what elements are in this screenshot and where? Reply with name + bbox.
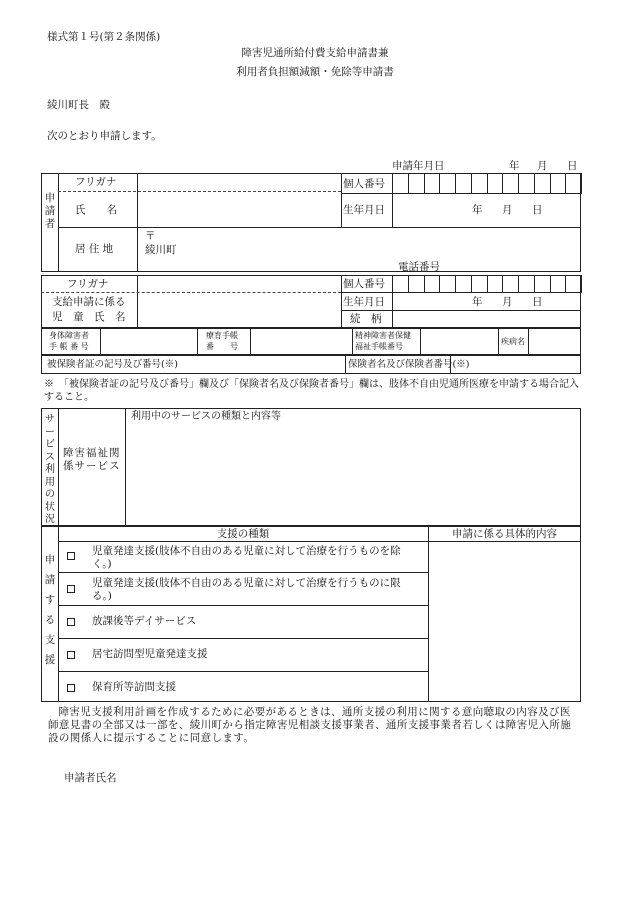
support-item-label-3: 放課後等デイサービス xyxy=(92,615,197,627)
addressee: 綾川町長 殿 xyxy=(47,99,110,111)
insurer-field[interactable] xyxy=(452,357,579,372)
service-contents-field[interactable] xyxy=(127,424,579,524)
form-title-line2: 利用者負担額減額・免除等申請書 xyxy=(236,66,394,78)
support-item-checkbox-1[interactable] xyxy=(67,552,75,560)
mental-cert-label-line1: 精神障害者保健 xyxy=(355,331,411,340)
applicant-name-field[interactable] xyxy=(139,194,339,225)
physical-cert-number-field[interactable] xyxy=(102,330,195,353)
child-relationship-field[interactable] xyxy=(394,312,579,326)
child-individual-number-digit-cell[interactable] xyxy=(408,275,425,293)
signature-field[interactable] xyxy=(130,768,430,788)
date-label: 申請年月日 xyxy=(392,160,445,172)
child-birth-day: 日 xyxy=(532,296,543,308)
form-number: 様式第１号(第２条関係) xyxy=(47,31,161,43)
child-birth-year: 年 xyxy=(472,296,483,308)
date-year: 年 xyxy=(509,160,520,172)
support-details-header: 申請に係る具体的内容 xyxy=(452,528,557,540)
physical-cert-label-line1: 身体障害者 xyxy=(49,331,89,340)
applicant-name-label: 氏 名 xyxy=(75,204,117,216)
applicant-individual-number-digit-cell[interactable] xyxy=(455,173,472,194)
applicant-furigana-label: フリガナ xyxy=(75,176,117,188)
applicant-individual-number-digit-cell[interactable] xyxy=(439,173,456,194)
support-item-label-5: 保育所等訪問支援 xyxy=(92,681,176,693)
date-day: 日 xyxy=(567,160,578,172)
child-individual-number-digit-cell[interactable] xyxy=(487,275,504,293)
child-individual-number-label: 個人番号 xyxy=(343,278,385,290)
support-side-label: 申請する支援 xyxy=(44,554,56,666)
applicant-address-town: 綾川町 xyxy=(145,244,177,256)
applicant-individual-number-digit-cell[interactable] xyxy=(471,173,488,194)
child-individual-number-digit-cell[interactable] xyxy=(424,275,441,293)
applicant-address-label: 居 住 地 xyxy=(75,243,114,255)
applicant-individual-number-digit-cell[interactable] xyxy=(424,173,441,194)
child-relationship-label: 続 柄 xyxy=(350,313,382,325)
applicant-individual-number-label: 個人番号 xyxy=(343,178,385,190)
child-individual-number-digit-cell[interactable] xyxy=(439,275,456,293)
service-status-side-label: サービス利用の状況 xyxy=(45,414,55,525)
child-individual-number-digit-cell[interactable] xyxy=(550,275,567,293)
child-individual-number-digit-cell[interactable] xyxy=(455,275,472,293)
child-birth-date-label: 生年月日 xyxy=(343,296,385,308)
applicant-address-field[interactable] xyxy=(195,229,395,257)
child-individual-number-digit-cell[interactable] xyxy=(565,275,582,293)
support-type-header: 支援の種類 xyxy=(216,528,270,540)
insured-field[interactable] xyxy=(230,357,343,372)
insurance-note: ※ 「被保険者証の記号及び番号」欄及び「保険者名及び保険者番号」欄は、肢体不自由児通所医療を申請する場合記入すること。 xyxy=(44,379,579,403)
support-details-field[interactable] xyxy=(430,543,579,700)
child-individual-number-digit-cell[interactable] xyxy=(518,275,535,293)
support-item-label-1-line1: 児童発達支援(肢体不自由のある児童に対して治療を行うものを除 xyxy=(92,545,401,557)
support-item-label-1-line2: く。) xyxy=(92,558,112,570)
child-furigana-field[interactable] xyxy=(139,277,339,291)
insured-label: 被保険者証の記号及び番号(※) xyxy=(47,359,178,370)
service-status-row-label: 障害福祉関係サービス xyxy=(63,447,121,472)
applicant-birth-month: 月 xyxy=(502,204,513,216)
applicant-birth-day: 日 xyxy=(532,204,543,216)
support-item-label-2-line1: 児童発達支援(肢体不自由のある児童に対して治療を行うものに限 xyxy=(92,577,401,589)
child-name-label-line1: 支給申請に係る xyxy=(52,296,126,308)
applicant-individual-number-digit-cell[interactable] xyxy=(502,173,519,194)
child-individual-number-digit-cell[interactable] xyxy=(392,275,409,293)
applicant-individual-number-digit-cell[interactable] xyxy=(550,173,567,194)
signature-label: 申請者氏名 xyxy=(64,772,117,784)
support-item-checkbox-4[interactable] xyxy=(67,651,75,659)
support-item-label-4: 居宅訪問型児童発達支援 xyxy=(92,648,208,660)
mental-cert-number-field[interactable] xyxy=(422,330,496,353)
rehab-cert-number-field[interactable] xyxy=(252,330,350,353)
support-item-checkbox-3[interactable] xyxy=(67,618,75,626)
applicant-birth-date-label: 生年月日 xyxy=(343,204,385,216)
request-text: 次のとおり申請します。 xyxy=(47,130,162,142)
mental-cert-label-line2: 福祉手帳番号 xyxy=(355,342,403,351)
disease-label: 疾病名 xyxy=(501,337,525,346)
applicant-individual-number-digit-cell[interactable] xyxy=(487,173,504,194)
applicant-individual-number-digit-cell[interactable] xyxy=(518,173,535,194)
service-contents-header: 利用中のサービスの種類と内容等 xyxy=(131,411,281,422)
applicant-individual-number-digit-cell[interactable] xyxy=(408,173,425,194)
applicant-furigana-field[interactable] xyxy=(139,175,339,190)
rehab-cert-label-line1: 療育手帳 xyxy=(206,331,238,340)
support-item-label-2-line2: る。) xyxy=(92,590,112,602)
applicant-birth-year: 年 xyxy=(472,204,483,216)
applicant-phone-label: 電話番号 xyxy=(398,261,440,273)
date-month: 月 xyxy=(537,160,548,172)
child-birth-month: 月 xyxy=(502,296,513,308)
child-name-field[interactable] xyxy=(139,294,339,326)
applicant-individual-number-digit-cell[interactable] xyxy=(534,173,551,194)
applicant-individual-number-digit-cell[interactable] xyxy=(565,173,582,194)
child-individual-number-digit-cell[interactable] xyxy=(471,275,488,293)
insurer-label: 保険者名及び保険者番号(※) xyxy=(348,359,470,370)
physical-cert-label-line2: 手 帳 番 号 xyxy=(49,342,89,351)
applicant-section-label: 申請者 xyxy=(44,192,56,230)
rehab-cert-label-line2: 番 号 xyxy=(206,342,238,351)
support-item-checkbox-5[interactable] xyxy=(67,684,75,692)
child-name-label-line2: 児 童 氏 名 xyxy=(52,311,126,323)
disease-field[interactable] xyxy=(530,330,579,353)
child-individual-number-digit-cell[interactable] xyxy=(534,275,551,293)
consent-text: 障害児支援利用計画を作成するために必要があるときは、通所支援の利用に関する意向聴取の内容及び医師意見書の全部又は一部を、綾川町から指定障害児相談支援事業者、通所支援事業者若しくは障害児入所施設の関係人に提示することに同意します。 xyxy=(48,706,572,744)
child-furigana-label: フリガナ xyxy=(67,278,109,290)
applicant-individual-number-digit-cell[interactable] xyxy=(392,173,409,194)
form-title-line1: 障害児通所給付費支給申請書兼 xyxy=(241,47,389,59)
support-item-checkbox-2[interactable] xyxy=(67,585,75,593)
child-individual-number-digit-cell[interactable] xyxy=(502,275,519,293)
applicant-postal-mark: 〒 xyxy=(145,230,156,242)
